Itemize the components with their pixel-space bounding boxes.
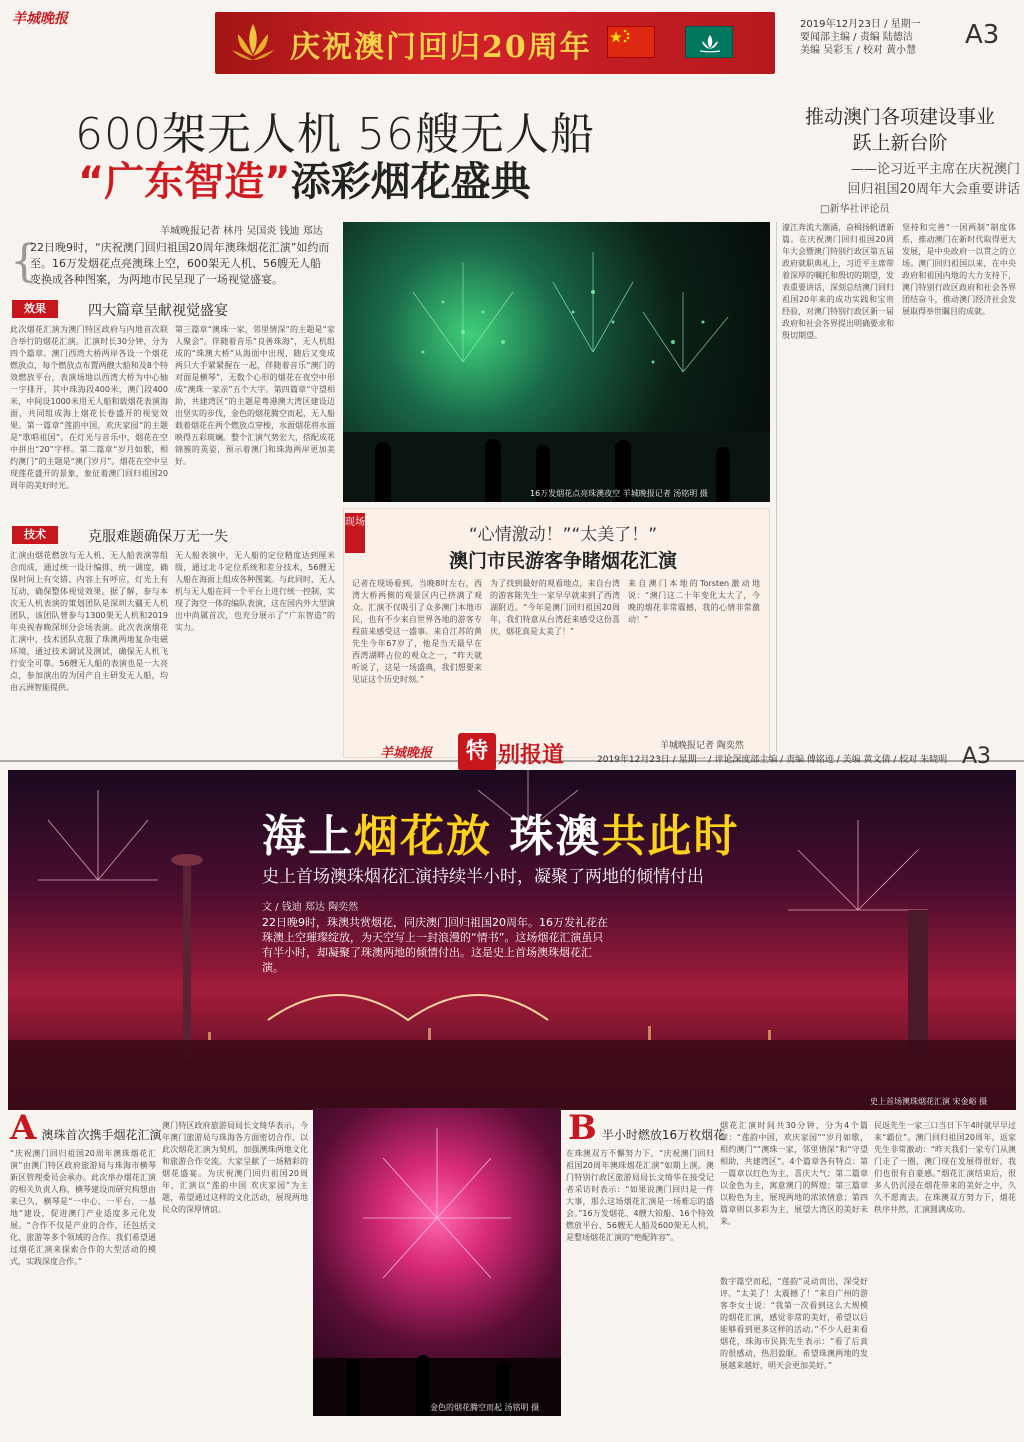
section-b-letter: B xyxy=(568,1108,597,1148)
commentary-body-col1: 濠江奔流大潮涌，奋楫扬帆谱新篇。在庆祝澳门回归祖国20周年大会暨澳门特别行政区第五届政府就职典礼上，习近平主席带着深厚的嘱托和殷切的期望，发表重要讲话，深刻总结澳门回归祖国20年来的成功实践和宝贵经验，对澳门特别行政区新一届政府和社会各界提出明确要求和殷切期望。 xyxy=(782,223,894,340)
commentary-body-col2: 坚持和完善“一国两制”制度体系，推动澳门在新时代取得更大发展，是中央政府一以贯之的立场。澳门回归祖国以来，在中央政府和祖国内地的大力支持下，澳门特别行政区政府和社会各界团结奋斗，推动澳门经济社会发展取得举世瞩目的成就。 xyxy=(902,223,1016,316)
section-title-tech: 克服难题确保万无一失 xyxy=(88,529,228,545)
section-tag-tech: 技术 xyxy=(12,526,58,544)
section-b-heading xyxy=(568,1108,725,1148)
designers: 美编 吴彩玉 / 校对 黄小慧 xyxy=(800,45,917,56)
section-a-body-col1: “庆祝澳门回归祖国20周年澳珠烟花汇演”由澳门特区政府旅游局与珠海市横琴新区管理委员会承办。此次举办烟花汇演的相关负责人称，横琴建设而研究构想由来已久，横琴是“一中心、一平台、一基地”建设，促进澳门产业适度多元化发展。“合作不仅是产业的合作，还包括文化、旅游等多个领域的合作。我们希望通过烟花汇演来探索合作的大型活动的模式，实践深度合作。” xyxy=(10,1149,156,1266)
special-badge: 特 xyxy=(458,733,496,771)
headline-line2 xyxy=(78,150,531,207)
china-flag-icon xyxy=(607,26,655,58)
sidebar-quote: “心情激动！”“太美了！” xyxy=(468,525,658,545)
section-b-title: 半小时燃放16万枚烟花 xyxy=(601,1128,726,1142)
headline-rest: 添彩烟花盛典 xyxy=(290,159,531,205)
sidebar-body-col3: 来自澳门本地的Torsten激动地说：“澳门这二十年变化太大了，今晚的烟花非常震撼，我的心情非常激动！” xyxy=(628,579,760,624)
hero-subtitle: 史上首场澳珠烟花汇演持续半小时，凝聚了两地的倾情付出 xyxy=(262,867,704,887)
section-title-effect: 四大篇章呈献视觉盛宴 xyxy=(88,303,228,319)
hero-byline: 文 / 钱迪 郑达 陶奕然 xyxy=(262,902,359,913)
section-b-body-col2b: 数字篇空而起，“莲韵”灵动而出，深受好评。“太美了！太震撼了！”来自广州的游客李女士说：“我第一次看到这么大规模的烟花汇演，感觉非常的美好，希望以后能够看到更多这样的活动。”不少人赶来看烟花，珠海市民陈先生表示：“看了后真的很感动，热泪盈眶。希望珠澳两地的发展越来越好，明天会更加美好。” xyxy=(720,1277,868,1370)
sidebar-body-col1: 记者在现场看到，当晚8时左右，西湾大桥两侧的观景区内已挤满了观众。汇演不仅吸引了众多澳门本地市民，也有不少来自世界各地的游客专程前来感受这一盛事。来自江苏的黄先生今年67岁了，他是当天最早在西湾湖畔占位的观众之一，“昨天就听说了，这是一场盛典，我们想要来见证这个历史时刻。” xyxy=(352,579,482,684)
section-b-body-col3: 民返先生一家三口当日下午4时就早早过来“霸位”。澳门回归祖国20周年，返家先生非常激动：“昨天我们一家专门从澳门走了一圈，澳门现在发展得很好，我们也很有自豪感。”烟花汇演结束后，很多人仍沉浸在烟花带来的美好之中，久久不愿离去。在珠澳双方努力下，烟花秩序井然，汇演圆满成功。 xyxy=(874,1121,1016,1214)
hero-lead: 22日晚9时，珠澳共赏烟花，同庆澳门回归祖国20周年。16万发礼花在珠澳上空璀璨绽放，为天空写上一封浪漫的“情书”。这场烟花汇演虽只有半小时，却凝聚了珠澳两地的倾情付出。这是史上首场澳珠烟花汇演。 xyxy=(262,916,608,974)
issue-date: 2019年12月23日 / 星期一 xyxy=(800,19,921,30)
section-b-body-col1: 在珠澳双方不懈努力下，“庆祝澳门回归祖国20周年澳珠烟花汇演”如期上演。澳门特别行政区旅游局局长文绮华在接受记者采访时表示：“如果说澳门回归是一件大事，那么这场烟花汇演是一场难忘的盛会。”16万发烟花、4艘大铂船、16个特效燃放平台、56艘无人船及600架无人机，是整场烟花汇演的“绝配阵容”。 xyxy=(566,1149,714,1242)
section2-body-col2: 无人船表演中，无人船的定位精度达到厘米级，通过北斗定位系统和差分技术，56艘无人船在海面上组成各种图案。与此同时，无人机与无人船在同一个平台上进行统一控制，实现了海空一体的编队表演，这在国内外大型演出中尚属首次，也充分展示了“广东智造”的实力。 xyxy=(175,551,335,632)
section-tag-effect: 效果 xyxy=(12,300,58,318)
commentary-title: 推动澳门各项建设事业 跃上新台阶 xyxy=(804,106,995,154)
commentary-byline: □新华社评论员 xyxy=(820,204,890,215)
hero-caption: 史上首场澳珠烟花汇演 宋金峪 摄 xyxy=(870,1097,988,1106)
banner-title: 庆祝澳门回归20周年 xyxy=(290,30,592,65)
top-story-byline: 羊城晚报记者 林丹 吴国炎 钱迪 郑达 xyxy=(160,226,323,237)
macao-flag-icon xyxy=(685,26,733,58)
section1-body: 此次烟花汇演为澳门特区政府与内地首次联合举行的烟花汇演。汇演时长30分钟，分为四个篇章。澳门西湾大桥两岸各设一个烟花燃放点，每个燃放点布置两艘大船和及8个特效燃放平台，表演场地以西湾大桥为中心轴一字排开，其中珠海段400米，澳门段400米，中间设1000米用无人船和载烟花表演海面，共同组成海上烟花长卷盛开的视觉效果。第一篇章“莲韵中国，欢庆家园”的主题是“歌唱祖国”。在灯光与音乐中，烟花在空中拼出“20”字样。第二篇章“岁月如歌，相约澳门”的主题是“澳门岁月”。烟花在空中呈现莲花盛开的景象，象征着澳门回归祖国20周年的美好时光。 xyxy=(10,325,168,490)
section-b-body-col2: 烟花汇演时间共30分钟，分为4个篇章：“莲韵中国，欢庆家园”“岁月如歌，相约澳门”“澳珠一家，邻里情深”和“守望相助，共建湾区”。4个篇章各有特点：第一篇章以红色为主，喜庆大气；第二篇章以金色为主，寓意澳门的辉煌；第三篇章以粉色为主，展现两地的浓浓情意；第四篇章则以多彩为主，展望大湾区的美好未来。 xyxy=(720,1121,868,1226)
fireworks-photo-green xyxy=(343,222,770,502)
page-meta xyxy=(800,18,950,57)
section-a-heading xyxy=(10,1108,162,1148)
sidebar-body-col2: 为了找到最好的观看地点，来自台湾的游客陈先生一家早早就来到了西湾湖附近。“今年是澳门回归祖国20周年，我们特意从台湾赶来感受这份喜庆，烟花真是太美了！” xyxy=(490,579,620,636)
special-report-logo: 羊城晚报 xyxy=(380,746,433,761)
sidebar-byline: 羊城晚报记者 陶奕然 xyxy=(660,741,744,751)
column-divider xyxy=(776,222,777,752)
editors: 要闻部主编 / 责编 陆德洁 xyxy=(800,32,913,43)
lotus-emblem-icon xyxy=(228,20,278,66)
photo2-caption: 金色的烟花腾空而起 汤铭明 摄 xyxy=(430,1403,540,1412)
section-a-letter: A xyxy=(10,1108,37,1148)
top-story-lead: 22日晚9时，“庆祝澳门回归祖国20周年澳珠烟花汇演”如约而至。16万发烟花点亮澳珠上空，600架无人机、56艘无人船变换成各种图案，为两地市民呈现了一场视觉盛宴。 xyxy=(30,241,330,286)
fireworks-photo-pink xyxy=(313,1108,561,1416)
section-a-title: 澳珠首次携手烟花汇演 xyxy=(41,1128,162,1142)
photo1-caption: 16万发烟花点亮珠澳夜空 羊城晚报记者 汤铭明 摄 xyxy=(530,489,708,498)
sidebar-title: 澳门市民游客争睹烟花汇演 xyxy=(448,550,677,572)
special-report-page: A3 xyxy=(962,744,992,769)
section2-body: 汇演由烟花燃放与无人机、无人船表演等组合而成，通过统一设计编排、统一调度，确保时间上有交错、内容上有呼应，灯光上有互动，确保整体视觉效果。据了解，参与本次无人机表演的策划团队是深圳大疆无人机团队，该团队曾参与1300架无人机和2019年央视春晚深圳分会场表演。此次表演烟花汇演中，技术团队克服了珠澳两地复杂电磁环境，通过技术调试及测试，确保无人机飞行安全可靠。56艘无人船的表演也是一大亮点，参加演出的为国产自主研发无人船，均由云洲智能提供。 xyxy=(10,551,168,692)
section1-body-col2: 第三篇章“澳珠一家，邻里情深”的主题是“家人聚会”。伴随着音乐“良善珠海”，无人机组成的“珠澳大桥”从海面中出现，随后又变成两只大手紧紧握在一起，伴随着音乐“澳门的对面是横琴”，无数个心形的烟花在夜空中形成“澳珠一家亲”五个大字。第四篇章“守望相助，共建湾区”的主题是粤港澳大湾区建设迈出坚实的步伐，金色的烟花腾空而起，无人船载着烟花在两个燃放点穿梭，水面烟花将水面映得五彩斑斓。整个汇演气势宏大，搭配成花锦簇的英姿，预示着澳门和珠海两岸更加美好。 xyxy=(175,325,335,466)
hero-title: 海上烟花放 珠澳共此时 xyxy=(262,811,740,862)
masthead xyxy=(0,0,1024,80)
page-number: A3 xyxy=(965,20,1000,50)
headline-line1: 600架无人机 56艘无人船 xyxy=(75,109,595,160)
newspaper-logo: 羊城晚报 xyxy=(12,11,68,27)
scene-tag: 现场 xyxy=(345,513,365,553)
headline-quote: “广东智造” xyxy=(78,159,291,205)
special-report-title: 别报道 xyxy=(498,743,565,768)
section-a-body-col2: 澳门特区政府旅游局局长文绮华表示，今年澳门旅游局与珠海各方面密切合作，以此次烟花汇演为契机，加强澳珠两地文化和旅游合作交流。大家呈献了一场精彩的烟花盛宴。为庆祝澳门回归祖国20周年，汇演以“莲韵中国 欢庆家园”为主题，希望通过这样的文化活动，展现两地民众的深厚情谊。 xyxy=(162,1121,308,1214)
commentary-subtitle: ——论习近平主席在庆祝澳门 回归祖国20周年大会重要讲话 xyxy=(847,162,1020,197)
lead-brace: { xyxy=(10,236,38,287)
special-report-meta: 2019年12月23日 / 星期一 / 评论深度部主编 / 责编 傅铭迹 / 美编 黄文倩 / 校对 朱晓明 xyxy=(597,755,948,765)
